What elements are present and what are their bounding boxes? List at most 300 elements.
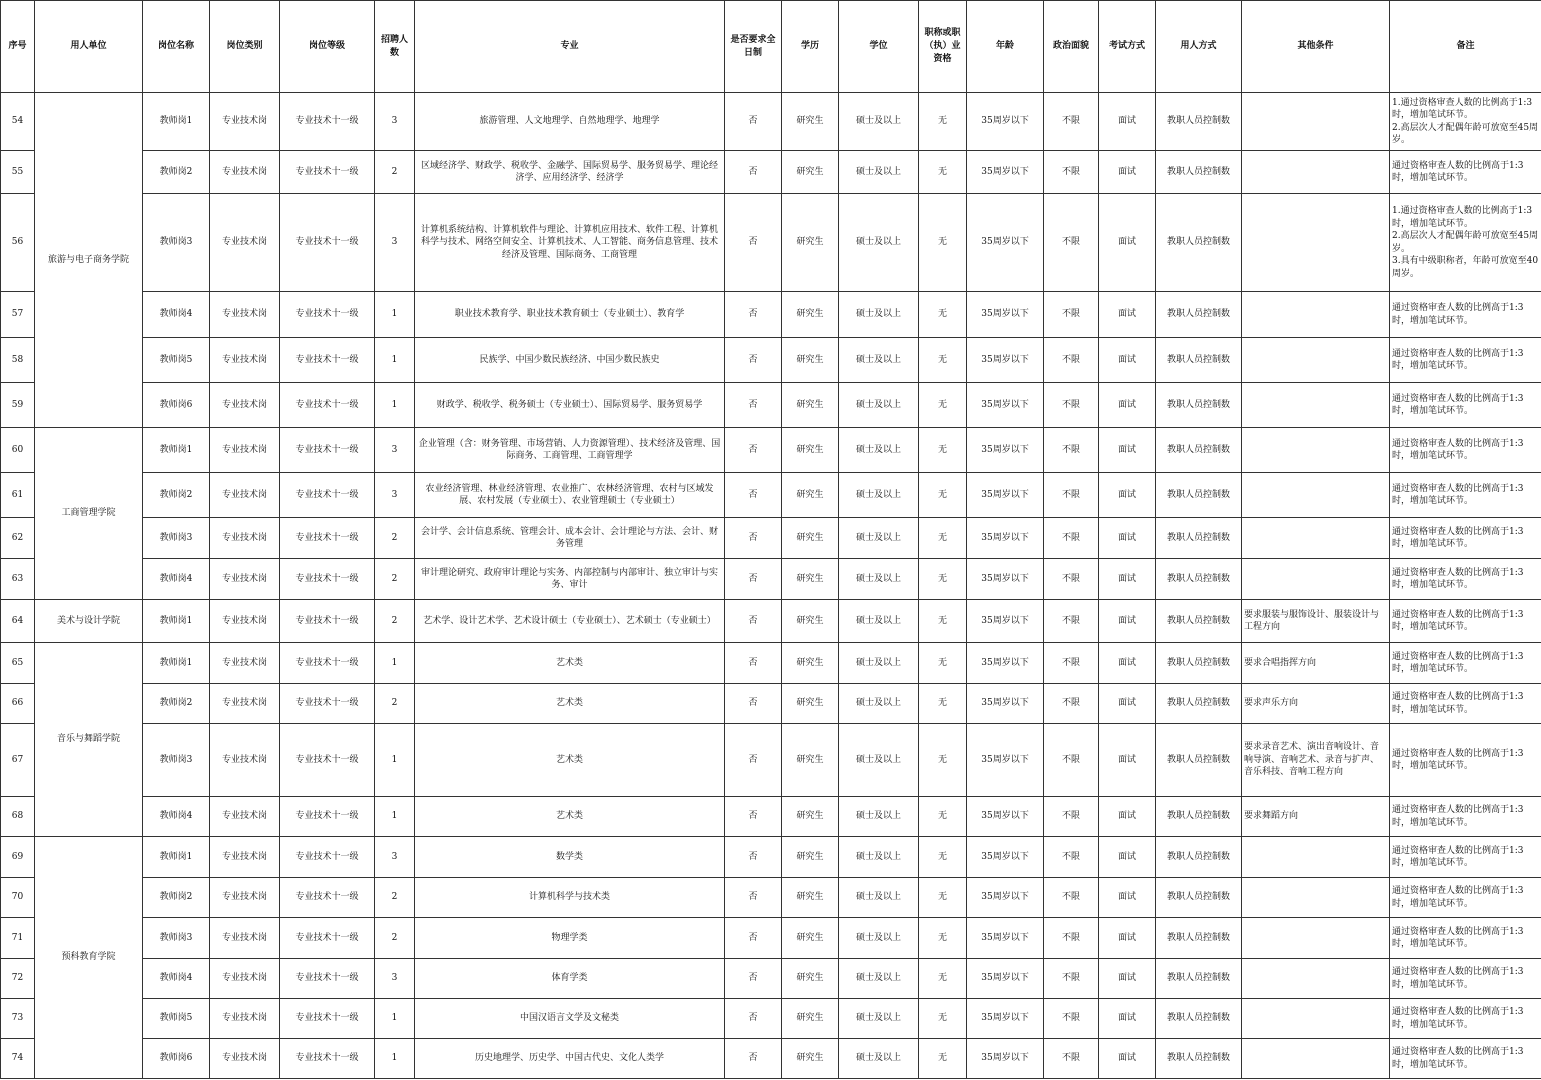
hire-count: 2 <box>375 878 415 918</box>
header-count: 招聘人数 <box>375 1 415 93</box>
post-category: 专业技术岗 <box>210 878 280 918</box>
fulltime-required: 否 <box>725 797 782 837</box>
other-conditions <box>1242 338 1390 383</box>
header-row <box>1 1 1541 93</box>
major: 数学类 <box>415 837 725 878</box>
major: 艺术类 <box>415 724 725 797</box>
employment-method: 教职人员控制数 <box>1156 643 1242 684</box>
hire-count: 3 <box>375 959 415 999</box>
age-limit: 35周岁以下 <box>967 837 1044 878</box>
education: 研究生 <box>782 684 839 724</box>
political-status: 不限 <box>1044 518 1099 559</box>
employment-method: 教职人员控制数 <box>1156 338 1242 383</box>
post-name: 教师岗5 <box>143 338 210 383</box>
employment-method: 教职人员控制数 <box>1156 878 1242 918</box>
age-limit: 35周岁以下 <box>967 878 1044 918</box>
major: 旅游管理、人文地理学、自然地理学、地理学 <box>415 93 725 151</box>
remarks: 通过资格审查人数的比例高于1:3时，增加笔试环节。 <box>1390 918 1541 959</box>
row-no: 72 <box>1 959 35 999</box>
table-row <box>1 151 1541 194</box>
row-no: 67 <box>1 724 35 797</box>
remarks: 通过资格审查人数的比例高于1:3时，增加笔试环节。 <box>1390 643 1541 684</box>
other-conditions <box>1242 1039 1390 1079</box>
exam-method: 面试 <box>1099 338 1156 383</box>
major: 计算机系统结构、计算机软件与理论、计算机应用技术、软件工程、计算机科学与技术、网络空间安全、计算机技术、人工智能、商务信息管理、技术经济及管理、国际商务、工商管理 <box>415 194 725 292</box>
row-no: 64 <box>1 600 35 643</box>
hire-count: 1 <box>375 797 415 837</box>
post-name: 教师岗6 <box>143 1039 210 1079</box>
age-limit: 35周岁以下 <box>967 338 1044 383</box>
exam-method: 面试 <box>1099 918 1156 959</box>
age-limit: 35周岁以下 <box>967 383 1044 428</box>
professional-title: 无 <box>919 292 967 338</box>
exam-method: 面试 <box>1099 383 1156 428</box>
degree: 硕士及以上 <box>839 518 919 559</box>
table-row <box>1 1039 1541 1079</box>
post-level: 专业技术十一级 <box>280 724 375 797</box>
table-row <box>1 684 1541 724</box>
employment-method: 教职人员控制数 <box>1156 918 1242 959</box>
age-limit: 35周岁以下 <box>967 600 1044 643</box>
hire-count: 3 <box>375 194 415 292</box>
table-row <box>1 724 1541 797</box>
exam-method: 面试 <box>1099 518 1156 559</box>
table-row <box>1 600 1541 643</box>
major: 农业经济管理、林业经济管理、农业推广、农林经济管理、农村与区域发展、农村发展（专业硕士）、农业管理硕士（专业硕士） <box>415 473 725 518</box>
post-category: 专业技术岗 <box>210 428 280 473</box>
row-no: 61 <box>1 473 35 518</box>
exam-method: 面试 <box>1099 559 1156 600</box>
row-no: 66 <box>1 684 35 724</box>
degree: 硕士及以上 <box>839 837 919 878</box>
education: 研究生 <box>782 600 839 643</box>
other-conditions <box>1242 428 1390 473</box>
political-status: 不限 <box>1044 338 1099 383</box>
education: 研究生 <box>782 93 839 151</box>
post-category: 专业技术岗 <box>210 643 280 684</box>
age-limit: 35周岁以下 <box>967 194 1044 292</box>
row-no: 69 <box>1 837 35 878</box>
post-level: 专业技术十一级 <box>280 292 375 338</box>
row-no: 55 <box>1 151 35 194</box>
degree: 硕士及以上 <box>839 724 919 797</box>
remarks: 通过资格审查人数的比例高于1:3时，增加笔试环节。 <box>1390 473 1541 518</box>
degree: 硕士及以上 <box>839 473 919 518</box>
political-status: 不限 <box>1044 473 1099 518</box>
table-row <box>1 918 1541 959</box>
degree: 硕士及以上 <box>839 959 919 999</box>
education: 研究生 <box>782 338 839 383</box>
major: 中国汉语言文学及文秘类 <box>415 999 725 1039</box>
hire-count: 2 <box>375 151 415 194</box>
age-limit: 35周岁以下 <box>967 684 1044 724</box>
hire-count: 2 <box>375 600 415 643</box>
post-name: 教师岗1 <box>143 837 210 878</box>
post-category: 专业技术岗 <box>210 724 280 797</box>
professional-title: 无 <box>919 878 967 918</box>
employment-method: 教职人员控制数 <box>1156 194 1242 292</box>
post-category: 专业技术岗 <box>210 999 280 1039</box>
post-category: 专业技术岗 <box>210 959 280 999</box>
exam-method: 面试 <box>1099 93 1156 151</box>
major: 财政学、税收学、税务硕士（专业硕士）、国际贸易学、服务贸易学 <box>415 383 725 428</box>
header-other: 其他条件 <box>1242 1 1390 93</box>
age-limit: 35周岁以下 <box>967 559 1044 600</box>
exam-method: 面试 <box>1099 643 1156 684</box>
header-no: 序号 <box>1 1 35 93</box>
employment-method: 教职人员控制数 <box>1156 600 1242 643</box>
age-limit: 35周岁以下 <box>967 797 1044 837</box>
hire-count: 1 <box>375 724 415 797</box>
post-name: 教师岗6 <box>143 383 210 428</box>
other-conditions <box>1242 383 1390 428</box>
post-category: 专业技术岗 <box>210 194 280 292</box>
degree: 硕士及以上 <box>839 338 919 383</box>
header-category: 岗位类别 <box>210 1 280 93</box>
row-no: 62 <box>1 518 35 559</box>
professional-title: 无 <box>919 338 967 383</box>
exam-method: 面试 <box>1099 473 1156 518</box>
education: 研究生 <box>782 383 839 428</box>
exam-method: 面试 <box>1099 600 1156 643</box>
employer-unit: 工商管理学院 <box>35 428 143 600</box>
exam-method: 面试 <box>1099 428 1156 473</box>
hire-count: 1 <box>375 383 415 428</box>
hire-count: 1 <box>375 292 415 338</box>
post-name: 教师岗4 <box>143 959 210 999</box>
degree: 硕士及以上 <box>839 797 919 837</box>
major: 体育学类 <box>415 959 725 999</box>
education: 研究生 <box>782 559 839 600</box>
education: 研究生 <box>782 918 839 959</box>
major: 企业管理（含：财务管理、市场营销、人力资源管理）、技术经济及管理、国际商务、工商管理、工商管理学 <box>415 428 725 473</box>
fulltime-required: 否 <box>725 643 782 684</box>
remarks: 通过资格审查人数的比例高于1:3时，增加笔试环节。 <box>1390 999 1541 1039</box>
remarks: 1.通过资格审查人数的比例高于1:3时，增加笔试环节。 2.高层次人才配偶年龄可放宽至45周岁。 3.具有中级职称者，年龄可放宽至40周岁。 <box>1390 194 1541 292</box>
professional-title: 无 <box>919 559 967 600</box>
post-level: 专业技术十一级 <box>280 600 375 643</box>
political-status: 不限 <box>1044 684 1099 724</box>
post-level: 专业技术十一级 <box>280 559 375 600</box>
post-name: 教师岗2 <box>143 684 210 724</box>
other-conditions <box>1242 837 1390 878</box>
age-limit: 35周岁以下 <box>967 93 1044 151</box>
hire-count: 2 <box>375 518 415 559</box>
exam-method: 面试 <box>1099 194 1156 292</box>
fulltime-required: 否 <box>725 428 782 473</box>
hire-count: 3 <box>375 837 415 878</box>
post-level: 专业技术十一级 <box>280 428 375 473</box>
post-name: 教师岗3 <box>143 518 210 559</box>
age-limit: 35周岁以下 <box>967 918 1044 959</box>
post-level: 专业技术十一级 <box>280 684 375 724</box>
education: 研究生 <box>782 473 839 518</box>
post-category: 专业技术岗 <box>210 473 280 518</box>
fulltime-required: 否 <box>725 837 782 878</box>
hire-count: 3 <box>375 93 415 151</box>
post-level: 专业技术十一级 <box>280 93 375 151</box>
exam-method: 面试 <box>1099 684 1156 724</box>
employment-method: 教职人员控制数 <box>1156 518 1242 559</box>
fulltime-required: 否 <box>725 151 782 194</box>
header-note: 备注 <box>1390 1 1541 93</box>
remarks: 通过资格审查人数的比例高于1:3时，增加笔试环节。 <box>1390 559 1541 600</box>
professional-title: 无 <box>919 643 967 684</box>
row-no: 70 <box>1 878 35 918</box>
post-name: 教师岗2 <box>143 878 210 918</box>
post-category: 专业技术岗 <box>210 93 280 151</box>
fulltime-required: 否 <box>725 724 782 797</box>
post-category: 专业技术岗 <box>210 837 280 878</box>
post-level: 专业技术十一级 <box>280 518 375 559</box>
fulltime-required: 否 <box>725 518 782 559</box>
education: 研究生 <box>782 724 839 797</box>
post-name: 教师岗3 <box>143 724 210 797</box>
row-no: 59 <box>1 383 35 428</box>
header-unit: 用人单位 <box>35 1 143 93</box>
post-name: 教师岗5 <box>143 999 210 1039</box>
remarks: 通过资格审查人数的比例高于1:3时，增加笔试环节。 <box>1390 600 1541 643</box>
other-conditions <box>1242 918 1390 959</box>
professional-title: 无 <box>919 684 967 724</box>
major: 区域经济学、财政学、税收学、金融学、国际贸易学、服务贸易学、理论经济学、应用经济学、经济学 <box>415 151 725 194</box>
education: 研究生 <box>782 1039 839 1079</box>
remarks: 通过资格审查人数的比例高于1:3时，增加笔试环节。 <box>1390 151 1541 194</box>
header-education: 学历 <box>782 1 839 93</box>
post-name: 教师岗4 <box>143 292 210 338</box>
row-no: 54 <box>1 93 35 151</box>
header-title: 职称或职（执）业资格 <box>919 1 967 93</box>
major: 艺术类 <box>415 684 725 724</box>
post-name: 教师岗4 <box>143 559 210 600</box>
degree: 硕士及以上 <box>839 151 919 194</box>
fulltime-required: 否 <box>725 999 782 1039</box>
post-category: 专业技术岗 <box>210 338 280 383</box>
table-row <box>1 999 1541 1039</box>
professional-title: 无 <box>919 1039 967 1079</box>
fulltime-required: 否 <box>725 559 782 600</box>
hire-count: 3 <box>375 473 415 518</box>
age-limit: 35周岁以下 <box>967 724 1044 797</box>
degree: 硕士及以上 <box>839 93 919 151</box>
professional-title: 无 <box>919 999 967 1039</box>
other-conditions <box>1242 959 1390 999</box>
major: 艺术学、设计艺术学、艺术设计硕士（专业硕士）、艺术硕士（专业硕士） <box>415 600 725 643</box>
remarks: 通过资格审查人数的比例高于1:3时，增加笔试环节。 <box>1390 518 1541 559</box>
table-row <box>1 797 1541 837</box>
employment-method: 教职人员控制数 <box>1156 1039 1242 1079</box>
major: 审计理论研究、政府审计理论与实务、内部控制与内部审计、独立审计与实务、审计 <box>415 559 725 600</box>
row-no: 73 <box>1 999 35 1039</box>
political-status: 不限 <box>1044 93 1099 151</box>
post-category: 专业技术岗 <box>210 151 280 194</box>
exam-method: 面试 <box>1099 292 1156 338</box>
major: 计算机科学与技术类 <box>415 878 725 918</box>
education: 研究生 <box>782 194 839 292</box>
row-no: 63 <box>1 559 35 600</box>
fulltime-required: 否 <box>725 93 782 151</box>
employer-unit: 音乐与舞蹈学院 <box>35 643 143 837</box>
education: 研究生 <box>782 428 839 473</box>
employment-method: 教职人员控制数 <box>1156 959 1242 999</box>
fulltime-required: 否 <box>725 1039 782 1079</box>
hire-count: 1 <box>375 999 415 1039</box>
remarks: 通过资格审查人数的比例高于1:3时，增加笔试环节。 <box>1390 837 1541 878</box>
table-row <box>1 518 1541 559</box>
degree: 硕士及以上 <box>839 878 919 918</box>
hire-count: 2 <box>375 918 415 959</box>
post-name: 教师岗1 <box>143 428 210 473</box>
political-status: 不限 <box>1044 428 1099 473</box>
political-status: 不限 <box>1044 151 1099 194</box>
other-conditions: 要求合唱指挥方向 <box>1242 643 1390 684</box>
age-limit: 35周岁以下 <box>967 999 1044 1039</box>
degree: 硕士及以上 <box>839 918 919 959</box>
row-no: 56 <box>1 194 35 292</box>
political-status: 不限 <box>1044 559 1099 600</box>
political-status: 不限 <box>1044 878 1099 918</box>
age-limit: 35周岁以下 <box>967 151 1044 194</box>
post-level: 专业技术十一级 <box>280 643 375 684</box>
degree: 硕士及以上 <box>839 292 919 338</box>
post-level: 专业技术十一级 <box>280 959 375 999</box>
post-level: 专业技术十一级 <box>280 797 375 837</box>
major: 职业技术教育学、职业技术教育硕士（专业硕士）、教育学 <box>415 292 725 338</box>
other-conditions <box>1242 559 1390 600</box>
other-conditions: 要求录音艺术、演出音响设计、音响导演、音响艺术、录音与扩声、音乐科技、音响工程方向 <box>1242 724 1390 797</box>
hire-count: 1 <box>375 338 415 383</box>
post-category: 专业技术岗 <box>210 292 280 338</box>
political-status: 不限 <box>1044 383 1099 428</box>
education: 研究生 <box>782 292 839 338</box>
education: 研究生 <box>782 518 839 559</box>
hire-count: 1 <box>375 1039 415 1079</box>
other-conditions <box>1242 473 1390 518</box>
row-no: 74 <box>1 1039 35 1079</box>
header-age: 年龄 <box>967 1 1044 93</box>
other-conditions <box>1242 518 1390 559</box>
header-employ: 用人方式 <box>1156 1 1242 93</box>
employment-method: 教职人员控制数 <box>1156 797 1242 837</box>
professional-title: 无 <box>919 918 967 959</box>
degree: 硕士及以上 <box>839 600 919 643</box>
post-name: 教师岗2 <box>143 473 210 518</box>
fulltime-required: 否 <box>725 383 782 428</box>
employment-method: 教职人员控制数 <box>1156 684 1242 724</box>
table-row <box>1 383 1541 428</box>
professional-title: 无 <box>919 518 967 559</box>
post-name: 教师岗2 <box>143 151 210 194</box>
remarks: 通过资格审查人数的比例高于1:3时，增加笔试环节。 <box>1390 292 1541 338</box>
political-status: 不限 <box>1044 959 1099 999</box>
table-row <box>1 643 1541 684</box>
post-level: 专业技术十一级 <box>280 338 375 383</box>
professional-title: 无 <box>919 959 967 999</box>
table-row <box>1 878 1541 918</box>
political-status: 不限 <box>1044 292 1099 338</box>
professional-title: 无 <box>919 724 967 797</box>
post-name: 教师岗4 <box>143 797 210 837</box>
employment-method: 教职人员控制数 <box>1156 151 1242 194</box>
political-status: 不限 <box>1044 837 1099 878</box>
political-status: 不限 <box>1044 724 1099 797</box>
major: 物理学类 <box>415 918 725 959</box>
header-exam: 考试方式 <box>1099 1 1156 93</box>
header-major: 专业 <box>415 1 725 93</box>
remarks: 通过资格审查人数的比例高于1:3时，增加笔试环节。 <box>1390 878 1541 918</box>
post-category: 专业技术岗 <box>210 797 280 837</box>
degree: 硕士及以上 <box>839 194 919 292</box>
row-no: 71 <box>1 918 35 959</box>
post-category: 专业技术岗 <box>210 383 280 428</box>
remarks: 通过资格审查人数的比例高于1:3时，增加笔试环节。 <box>1390 428 1541 473</box>
employer-unit: 预科教育学院 <box>35 837 143 1079</box>
other-conditions <box>1242 194 1390 292</box>
row-no: 60 <box>1 428 35 473</box>
other-conditions: 要求舞蹈方向 <box>1242 797 1390 837</box>
hire-count: 1 <box>375 643 415 684</box>
fulltime-required: 否 <box>725 684 782 724</box>
other-conditions <box>1242 999 1390 1039</box>
table-row <box>1 428 1541 473</box>
major: 艺术类 <box>415 797 725 837</box>
header-degree: 学位 <box>839 1 919 93</box>
professional-title: 无 <box>919 151 967 194</box>
header-politics: 政治面貌 <box>1044 1 1099 93</box>
remarks: 通过资格审查人数的比例高于1:3时，增加笔试环节。 <box>1390 338 1541 383</box>
employment-method: 教职人员控制数 <box>1156 837 1242 878</box>
table-row <box>1 959 1541 999</box>
remarks: 1.通过资格审查人数的比例高于1:3时，增加笔试环节。 2.高层次人才配偶年龄可放宽至45周岁。 <box>1390 93 1541 151</box>
education: 研究生 <box>782 999 839 1039</box>
employer-unit: 美术与设计学院 <box>35 600 143 643</box>
age-limit: 35周岁以下 <box>967 428 1044 473</box>
other-conditions <box>1242 151 1390 194</box>
professional-title: 无 <box>919 383 967 428</box>
row-no: 57 <box>1 292 35 338</box>
post-name: 教师岗1 <box>143 600 210 643</box>
fulltime-required: 否 <box>725 959 782 999</box>
employment-method: 教职人员控制数 <box>1156 428 1242 473</box>
post-category: 专业技术岗 <box>210 684 280 724</box>
exam-method: 面试 <box>1099 878 1156 918</box>
exam-method: 面试 <box>1099 1039 1156 1079</box>
exam-method: 面试 <box>1099 151 1156 194</box>
post-level: 专业技术十一级 <box>280 1039 375 1079</box>
fulltime-required: 否 <box>725 918 782 959</box>
post-category: 专业技术岗 <box>210 600 280 643</box>
employment-method: 教职人员控制数 <box>1156 724 1242 797</box>
professional-title: 无 <box>919 428 967 473</box>
header-fulltime: 是否要求全日制 <box>725 1 782 93</box>
degree: 硕士及以上 <box>839 559 919 600</box>
hire-count: 2 <box>375 684 415 724</box>
employment-method: 教职人员控制数 <box>1156 383 1242 428</box>
hire-count: 2 <box>375 559 415 600</box>
table-row <box>1 93 1541 151</box>
remarks: 通过资格审查人数的比例高于1:3时，增加笔试环节。 <box>1390 959 1541 999</box>
employment-method: 教职人员控制数 <box>1156 559 1242 600</box>
degree: 硕士及以上 <box>839 999 919 1039</box>
professional-title: 无 <box>919 473 967 518</box>
major: 艺术类 <box>415 643 725 684</box>
other-conditions <box>1242 292 1390 338</box>
political-status: 不限 <box>1044 797 1099 837</box>
table-row <box>1 292 1541 338</box>
age-limit: 35周岁以下 <box>967 518 1044 559</box>
fulltime-required: 否 <box>725 600 782 643</box>
table-row <box>1 338 1541 383</box>
